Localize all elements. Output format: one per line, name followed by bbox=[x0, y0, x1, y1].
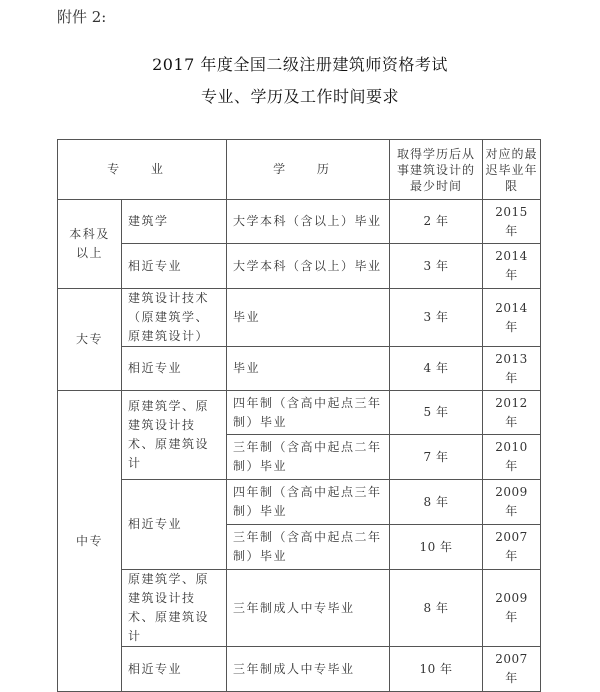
education-cell: 毕业 bbox=[227, 347, 390, 391]
min-years-cell: 10 年 bbox=[390, 525, 483, 570]
table-row bbox=[58, 480, 541, 525]
education-cell: 三年制成人中专毕业 bbox=[227, 647, 390, 692]
education-cell: 毕业 bbox=[227, 289, 390, 347]
min-years-cell: 4 年 bbox=[390, 347, 483, 391]
table-row bbox=[58, 289, 541, 347]
level-cell: 中专 bbox=[58, 391, 122, 692]
major-cell: 原建筑学、原建筑设计技术、原建筑设计 bbox=[122, 391, 227, 480]
education-cell: 三年制（含高中起点二年制）毕业 bbox=[227, 435, 390, 480]
table-row bbox=[58, 647, 541, 692]
major-cell: 相近专业 bbox=[122, 347, 227, 391]
education-cell: 三年制成人中专毕业 bbox=[227, 570, 390, 647]
education-cell: 大学本科（含以上）毕业 bbox=[227, 244, 390, 289]
header-latest-grad-year: 对应的最迟毕业年限 bbox=[483, 140, 541, 200]
min-years-cell: 3 年 bbox=[390, 244, 483, 289]
grad-year-cell: 2009 年 bbox=[483, 480, 541, 525]
document-title: 2017 年度全国二级注册建筑师资格考试 bbox=[152, 55, 448, 74]
table-row bbox=[58, 347, 541, 391]
table-header-row bbox=[58, 140, 541, 200]
major-cell: 原建筑学、原建筑设计技术、原建筑设计 bbox=[122, 570, 227, 647]
grad-year-cell: 2014 年 bbox=[483, 244, 541, 289]
grad-year-cell: 2010 年 bbox=[483, 435, 541, 480]
header-major: 专 业 bbox=[58, 140, 227, 200]
min-years-cell: 7 年 bbox=[390, 435, 483, 480]
education-cell: 大学本科（含以上）毕业 bbox=[227, 200, 390, 244]
min-years-cell: 2 年 bbox=[390, 200, 483, 244]
grad-year-cell: 2012 年 bbox=[483, 391, 541, 435]
education-cell: 四年制（含高中起点三年制）毕业 bbox=[227, 480, 390, 525]
major-cell: 相近专业 bbox=[122, 480, 227, 570]
header-education: 学 历 bbox=[227, 140, 390, 200]
grad-year-cell: 2007 年 bbox=[483, 647, 541, 692]
document-subtitle: 专业、学历及工作时间要求 bbox=[200, 87, 399, 106]
grad-year-cell: 2015 年 bbox=[483, 200, 541, 244]
major-cell: 相近专业 bbox=[122, 647, 227, 692]
major-cell: 相近专业 bbox=[122, 244, 227, 289]
level-cell: 本科及以上 bbox=[58, 200, 122, 289]
grad-year-cell: 2013 年 bbox=[483, 347, 541, 391]
header-min-years: 取得学历后从事建筑设计的最少时间 bbox=[390, 140, 483, 200]
min-years-cell: 8 年 bbox=[390, 480, 483, 525]
level-cell: 大专 bbox=[58, 289, 122, 391]
grad-year-cell: 2009 年 bbox=[483, 570, 541, 647]
grad-year-cell: 2014 年 bbox=[483, 289, 541, 347]
education-cell: 三年制（含高中起点二年制）毕业 bbox=[227, 525, 390, 570]
min-years-cell: 3 年 bbox=[390, 289, 483, 347]
table-row bbox=[58, 200, 541, 244]
attachment-label: 附件 2: bbox=[57, 8, 107, 26]
table-row bbox=[58, 570, 541, 647]
major-cell: 建筑学 bbox=[122, 200, 227, 244]
min-years-cell: 10 年 bbox=[390, 647, 483, 692]
min-years-cell: 8 年 bbox=[390, 570, 483, 647]
table-row bbox=[58, 244, 541, 289]
table-row bbox=[58, 391, 541, 435]
grad-year-cell: 2007 年 bbox=[483, 525, 541, 570]
requirements-table bbox=[57, 139, 541, 692]
education-cell: 四年制（含高中起点三年制）毕业 bbox=[227, 391, 390, 435]
major-cell: 建筑设计技术（原建筑学、原建筑设计） bbox=[122, 289, 227, 347]
min-years-cell: 5 年 bbox=[390, 391, 483, 435]
